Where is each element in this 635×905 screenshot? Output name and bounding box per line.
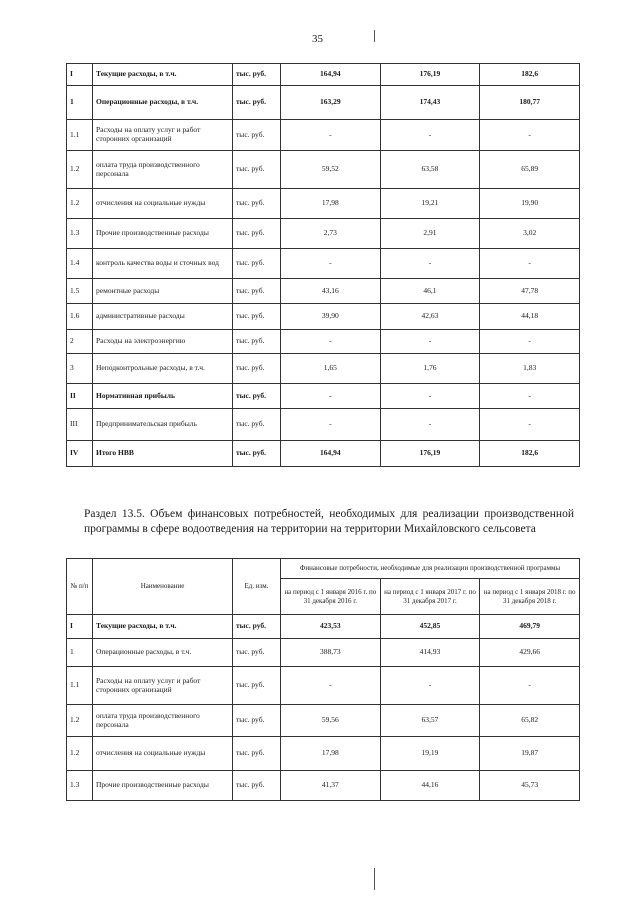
cell-name: отчисления на социальные нужды xyxy=(93,189,233,219)
cell-num: 2 xyxy=(67,330,93,354)
cell-v1: 43,16 xyxy=(281,279,381,304)
cell-name: Прочие производственные расходы xyxy=(93,771,233,801)
cell-num: 1.6 xyxy=(67,304,93,330)
table-row xyxy=(67,64,580,86)
cell-name: Расходы на оплату услуг и работ сторонних организаций xyxy=(93,120,233,151)
cell-unit: тыс. руб. xyxy=(233,667,281,705)
cell-v2: 63,57 xyxy=(380,705,480,737)
cell-unit: тыс. руб. xyxy=(233,771,281,801)
cell-v1: - xyxy=(281,249,381,279)
cell-v2: 176,19 xyxy=(380,64,480,86)
cell-v1: 164,94 xyxy=(281,441,381,467)
cell-v3: - xyxy=(480,120,580,151)
table-row xyxy=(67,409,580,441)
cell-num: 1.3 xyxy=(67,219,93,249)
cell-num: 1.5 xyxy=(67,279,93,304)
cell-v3: - xyxy=(480,384,580,409)
cell-name: Предпринимательская прибыль xyxy=(93,409,233,441)
cell-unit: тыс. руб. xyxy=(233,189,281,219)
cell-v3: - xyxy=(480,409,580,441)
cell-unit: тыс. руб. xyxy=(233,639,281,667)
header-period-2017: на период с 1 января 2017 г. по 31 декабря 2017 г. xyxy=(380,579,480,615)
cell-unit: тыс. руб. xyxy=(233,86,281,120)
cell-name: контроль качества воды и сточных вод xyxy=(93,249,233,279)
cell-name: административные расходы xyxy=(93,304,233,330)
cell-v3: 180,77 xyxy=(480,86,580,120)
cell-v3: 19,87 xyxy=(480,737,580,771)
table-row xyxy=(67,330,580,354)
header-name: Наименование xyxy=(93,559,233,615)
cell-v1: 59,56 xyxy=(281,705,381,737)
table-row xyxy=(67,384,580,409)
cell-v2: - xyxy=(380,330,480,354)
cell-v2: - xyxy=(380,120,480,151)
table-header-row xyxy=(67,559,580,579)
cell-num: 1.1 xyxy=(67,120,93,151)
cell-v3: 45,73 xyxy=(480,771,580,801)
cell-num: 1 xyxy=(67,639,93,667)
cell-v2: 452,85 xyxy=(380,615,480,639)
table-row xyxy=(67,615,580,639)
cell-v1: 39,90 xyxy=(281,304,381,330)
cell-unit: тыс. руб. xyxy=(233,304,281,330)
cell-v2: - xyxy=(380,409,480,441)
cell-v2: 19,19 xyxy=(380,737,480,771)
cell-name: Итого НВВ xyxy=(93,441,233,467)
cell-name: Прочие производственные расходы xyxy=(93,219,233,249)
cell-unit: тыс. руб. xyxy=(233,330,281,354)
cell-unit: тыс. руб. xyxy=(233,249,281,279)
cell-v2: - xyxy=(380,667,480,705)
header-period-2016: на период с 1 января 2016 г. по 31 декабря 2016 г. xyxy=(281,579,381,615)
cell-unit: тыс. руб. xyxy=(233,441,281,467)
cell-unit: тыс. руб. xyxy=(233,705,281,737)
table-row xyxy=(67,86,580,120)
cell-unit: тыс. руб. xyxy=(233,219,281,249)
cell-v2: 42,63 xyxy=(380,304,480,330)
page-number: 35 xyxy=(312,33,323,45)
cell-v1: 1,65 xyxy=(281,354,381,384)
table-row xyxy=(67,219,580,249)
cell-unit: тыс. руб. xyxy=(233,120,281,151)
cell-v3: 65,89 xyxy=(480,151,580,189)
cell-v2: 63,58 xyxy=(380,151,480,189)
cell-num: IV xyxy=(67,441,93,467)
table-row xyxy=(67,249,580,279)
cell-v3: 182,6 xyxy=(480,64,580,86)
cell-v2: 174,43 xyxy=(380,86,480,120)
cell-num: III xyxy=(67,409,93,441)
table-row xyxy=(67,639,580,667)
cell-num: 1.2 xyxy=(67,737,93,771)
header-num: № п/п xyxy=(67,559,93,615)
cell-v2: 2,91 xyxy=(380,219,480,249)
table-row xyxy=(67,667,580,705)
cell-v1: - xyxy=(281,120,381,151)
cell-v2: - xyxy=(380,249,480,279)
cell-num: 3 xyxy=(67,354,93,384)
cell-v3: 65,82 xyxy=(480,705,580,737)
cell-num: 1.2 xyxy=(67,189,93,219)
table-row xyxy=(67,279,580,304)
cell-v1: 423,53 xyxy=(281,615,381,639)
cell-num: I xyxy=(67,64,93,86)
cell-num: 1 xyxy=(67,86,93,120)
table-row xyxy=(67,304,580,330)
cell-v2: 414,93 xyxy=(380,639,480,667)
cell-name: Текущие расходы, в т.ч. xyxy=(93,615,233,639)
cell-name: Расходы на оплату услуг и работ сторонних организаций xyxy=(93,667,233,705)
cell-v2: 44,16 xyxy=(380,771,480,801)
section-title: Раздел 13.5. Объем финансовых потребностей, необходимых для реализации производственной программы в сфере водоотведения на территории на территории Михайловского сельсовета xyxy=(84,508,574,535)
cell-v1: - xyxy=(281,409,381,441)
cell-name: Расходы на электроэнергию xyxy=(93,330,233,354)
cell-v1: 41,37 xyxy=(281,771,381,801)
cell-num: 1.4 xyxy=(67,249,93,279)
cell-v2: 46,1 xyxy=(380,279,480,304)
scan-artifact-line xyxy=(374,30,375,42)
cell-unit: тыс. руб. xyxy=(233,151,281,189)
cell-v1: 17,98 xyxy=(281,189,381,219)
cell-num: I xyxy=(67,615,93,639)
cell-name: Нормативная прибыль xyxy=(93,384,233,409)
table-row xyxy=(67,120,580,151)
cell-num: II xyxy=(67,384,93,409)
cell-num: 1.2 xyxy=(67,151,93,189)
scan-artifact-line xyxy=(374,868,375,890)
cell-name: отчисления на социальные нужды xyxy=(93,737,233,771)
cell-name: Текущие расходы, в т.ч. xyxy=(93,64,233,86)
header-group: Финансовые потребности, необходимые для реализации производственной программы xyxy=(281,559,580,579)
cell-v3: - xyxy=(480,330,580,354)
cell-v2: 19,21 xyxy=(380,189,480,219)
table-row xyxy=(67,189,580,219)
cell-name: Операционные расходы, в т.ч. xyxy=(93,86,233,120)
cell-v3: 3,02 xyxy=(480,219,580,249)
financial-table-water-supply xyxy=(66,63,580,467)
table-row xyxy=(67,441,580,467)
header-unit: Ед. изм. xyxy=(233,559,281,615)
cell-v1: 388,73 xyxy=(281,639,381,667)
cell-v1: - xyxy=(281,667,381,705)
cell-name: ремонтные расходы xyxy=(93,279,233,304)
cell-v3: 19,90 xyxy=(480,189,580,219)
cell-num: 1.1 xyxy=(67,667,93,705)
cell-v3: 182,6 xyxy=(480,441,580,467)
cell-v1: 164,94 xyxy=(281,64,381,86)
cell-unit: тыс. руб. xyxy=(233,384,281,409)
cell-v2: - xyxy=(380,384,480,409)
cell-unit: тыс. руб. xyxy=(233,737,281,771)
header-period-2018: на период с 1 января 2018 г. по 31 декабря 2018 г. xyxy=(480,579,580,615)
cell-v3: 429,66 xyxy=(480,639,580,667)
table-row xyxy=(67,737,580,771)
cell-v3: 1,83 xyxy=(480,354,580,384)
cell-num: 1.2 xyxy=(67,705,93,737)
table-row xyxy=(67,771,580,801)
cell-v1: 163,29 xyxy=(281,86,381,120)
cell-unit: тыс. руб. xyxy=(233,409,281,441)
cell-v3: 469,79 xyxy=(480,615,580,639)
cell-name: оплата труда производственного персонала xyxy=(93,151,233,189)
cell-unit: тыс. руб. xyxy=(233,615,281,639)
cell-name: Операционные расходы, в т.ч. xyxy=(93,639,233,667)
cell-v1: - xyxy=(281,330,381,354)
cell-v1: - xyxy=(281,384,381,409)
cell-v2: 176,19 xyxy=(380,441,480,467)
cell-unit: тыс. руб. xyxy=(233,64,281,86)
financial-table-sewerage xyxy=(66,558,580,801)
cell-v1: 59,52 xyxy=(281,151,381,189)
table-row xyxy=(67,705,580,737)
cell-v3: 47,78 xyxy=(480,279,580,304)
cell-v3: 44,18 xyxy=(480,304,580,330)
cell-name: оплата труда производственного персонала xyxy=(93,705,233,737)
cell-unit: тыс. руб. xyxy=(233,354,281,384)
cell-name: Неподконтрольные расходы, в т.ч. xyxy=(93,354,233,384)
cell-unit: тыс. руб. xyxy=(233,279,281,304)
cell-v3: - xyxy=(480,667,580,705)
table-row xyxy=(67,151,580,189)
table-row xyxy=(67,354,580,384)
cell-v2: 1,76 xyxy=(380,354,480,384)
cell-v3: - xyxy=(480,249,580,279)
cell-v1: 17,98 xyxy=(281,737,381,771)
cell-num: 1.3 xyxy=(67,771,93,801)
cell-v1: 2,73 xyxy=(281,219,381,249)
